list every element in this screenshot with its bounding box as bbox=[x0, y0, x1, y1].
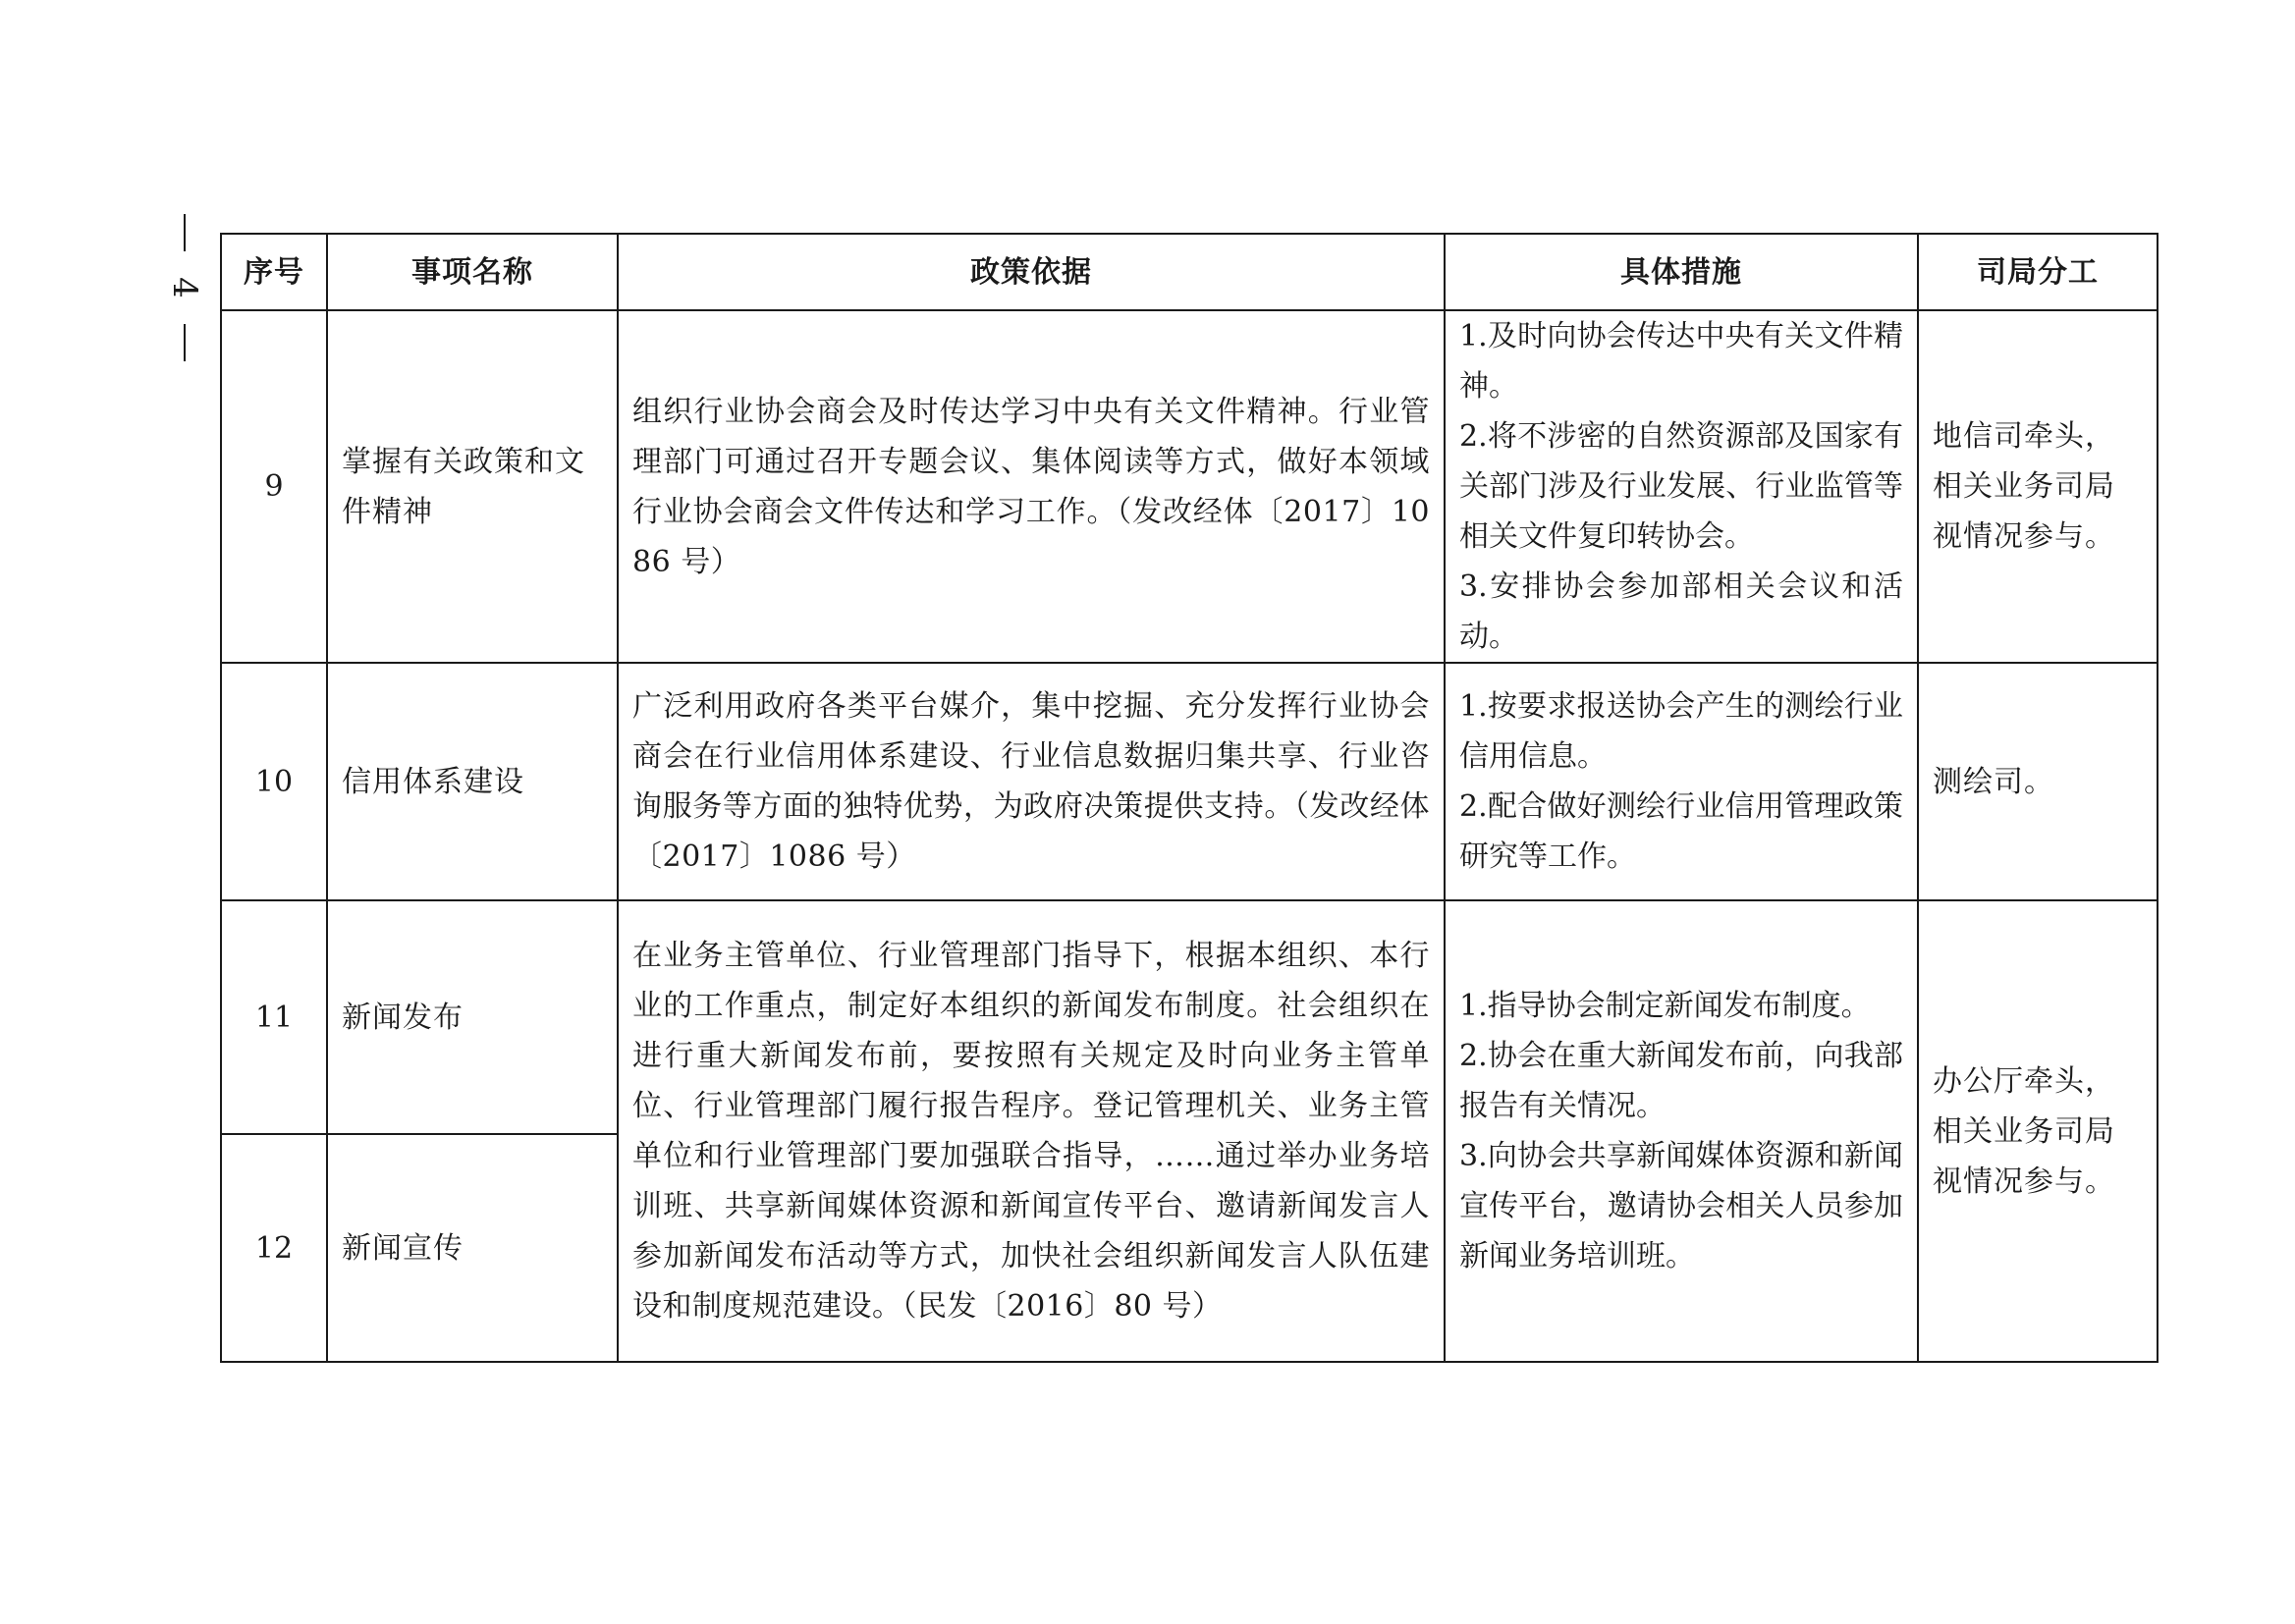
page-number-value: 4 bbox=[164, 277, 204, 298]
row-division: 地信司牵头，相关业务司局视情况参与。 bbox=[1918, 310, 2158, 663]
header-seq: 序号 bbox=[221, 234, 327, 310]
page-number bbox=[163, 214, 206, 361]
row-name: 新闻宣传 bbox=[327, 1134, 618, 1362]
row-division: 办公厅牵头，相关业务司局视情况参与。 bbox=[1918, 900, 2158, 1362]
table-row bbox=[221, 900, 2158, 1134]
row-basis: 组织行业协会商会及时传达学习中央有关文件精神。行业管理部门可通过召开专题会议、集体阅读等方式，做好本领域行业协会商会文件传达和学习工作。（发改经体〔2017〕1086 号） bbox=[618, 310, 1445, 663]
header-name: 事项名称 bbox=[327, 234, 618, 310]
row-basis: 广泛利用政府各类平台媒介，集中挖掘、充分发挥行业协会商会在行业信用体系建设、行业信息数据归集共享、行业咨询服务等方面的独特优势，为政府决策提供支持。（发改经体〔2017〕1086 号） bbox=[618, 663, 1445, 900]
table-header-row bbox=[221, 234, 2158, 310]
row-name: 掌握有关政策和文件精神 bbox=[327, 310, 618, 663]
row-seq: 9 bbox=[221, 310, 327, 663]
measure-item: 1.及时向协会传达中央有关文件精神。 bbox=[1459, 319, 1903, 404]
header-measures: 具体措施 bbox=[1445, 234, 1918, 310]
page-number-dash-top bbox=[184, 214, 186, 251]
measure-item: 2.配合做好测绘行业信用管理政策研究等工作。 bbox=[1459, 789, 1903, 874]
measure-item: 2.协会在重大新闻发布前，向我部报告有关情况。 bbox=[1459, 1039, 1903, 1123]
page-number-dash-bottom bbox=[184, 324, 186, 361]
policy-table bbox=[220, 233, 2158, 1363]
row-division: 测绘司。 bbox=[1918, 663, 2158, 900]
row-name: 新闻发布 bbox=[327, 900, 618, 1134]
table-row bbox=[221, 310, 2158, 663]
row-name: 信用体系建设 bbox=[327, 663, 618, 900]
row-seq: 11 bbox=[221, 900, 327, 1134]
measure-item: 2.将不涉密的自然资源部及国家有关部门涉及行业发展、行业监管等相关文件复印转协会。 bbox=[1459, 419, 1903, 554]
row-measures bbox=[1445, 310, 1918, 663]
measure-item: 3.向协会共享新闻媒体资源和新闻宣传平台，邀请协会相关人员参加新闻业务培训班。 bbox=[1459, 1139, 1903, 1273]
measure-item: 3.安排协会参加部相关会议和活动。 bbox=[1459, 569, 1903, 654]
row-seq: 10 bbox=[221, 663, 327, 900]
row-measures bbox=[1445, 900, 1918, 1362]
measure-item: 1.按要求报送协会产生的测绘行业信用信息。 bbox=[1459, 689, 1903, 774]
header-division: 司局分工 bbox=[1918, 234, 2158, 310]
row-seq: 12 bbox=[221, 1134, 327, 1362]
row-measures bbox=[1445, 663, 1918, 900]
table-row bbox=[221, 663, 2158, 900]
header-basis: 政策依据 bbox=[618, 234, 1445, 310]
measure-item: 1.指导协会制定新闻发布制度。 bbox=[1459, 989, 1871, 1023]
row-basis: 在业务主管单位、行业管理部门指导下，根据本组织、本行业的工作重点，制定好本组织的新闻发布制度。社会组织在进行重大新闻发布前，要按照有关规定及时向业务主管单位、行业管理部门履行报告程序。登记管理机关、业务主管单位和行业管理部门要加强联合指导，……通过举办业务培训班、共享新闻媒体资源和新闻宣传平台、邀请新闻发言人参加新闻发布活动等方式，加快社会组织新闻发言人队伍建设和制度规范建设。（民发〔2016〕80 号） bbox=[618, 900, 1445, 1362]
